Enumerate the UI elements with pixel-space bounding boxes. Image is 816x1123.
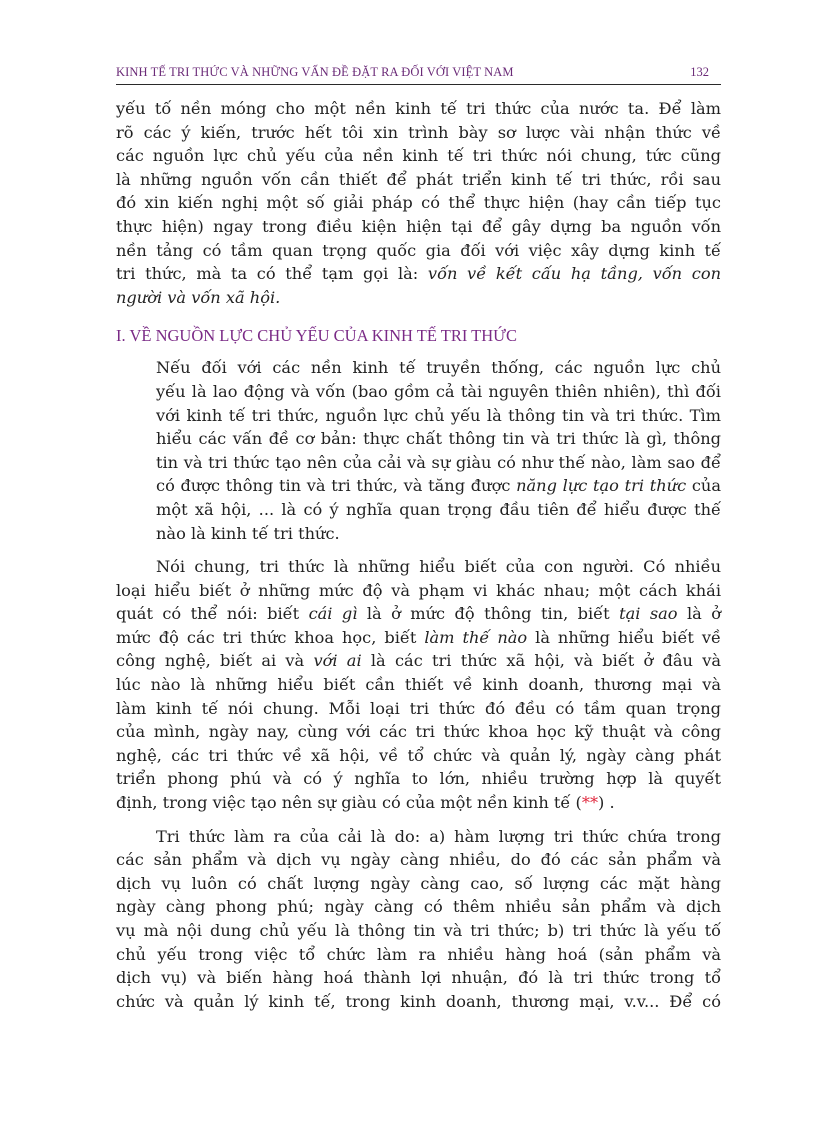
text-line: các sản phẩm và dịch vụ ngày càng nhiều, do đó các sản phẩm và [116, 850, 721, 870]
text-line [116, 626, 721, 650]
text-line: với kinh tế tri thức, nguồn lực chủ yếu là thông tin và tri thức. Tìm [156, 405, 721, 425]
text-line: chủ yếu trong việc tổ chức làm ra nhiều hàng hoá (sản phẩm và [116, 944, 721, 964]
emphasis-text: làm thế nào [424, 627, 528, 647]
text-run: là những hiểu biết về [527, 627, 721, 647]
text-run: là các tri thức xã hội, và biết ở đâu và [361, 651, 721, 671]
text-line: lúc nào là những hiểu biết cần thiết về kinh doanh, thương mại và [116, 675, 721, 695]
paragraph-resources [116, 356, 721, 545]
emphasis-text: người và vốn xã hội. [116, 287, 281, 307]
text-line: tin và tri thức tạo nên của cải và sự giàu có như thế nào, làm sao để [156, 452, 721, 472]
page-body [116, 97, 721, 1013]
emphasis-text: với ai [313, 651, 362, 671]
paragraph-knowledge [116, 555, 721, 815]
text-line [116, 602, 721, 626]
text-run: công nghệ, biết ai và [116, 651, 314, 671]
text-run: quát có thể nói: biết [116, 604, 309, 624]
paragraph-wealth [116, 825, 721, 1014]
text-line: một xã hội, ... là có ý nghĩa quan trọng đầu tiên để hiểu được thế [156, 499, 721, 519]
paragraph-intro [116, 97, 721, 309]
text-line [116, 474, 721, 498]
emphasis-text: vốn về kết cấu hạ tầng, vốn con [427, 264, 721, 284]
text-line [116, 791, 721, 815]
text-line: loại hiểu biết ở những mức độ và phạm vi khác nhau; một cách khái [116, 580, 721, 600]
emphasis-text: cái gì [308, 604, 358, 624]
text-line: là những nguồn vốn cần thiết để phát triển kinh tế tri thức, rồi sau [116, 169, 721, 189]
text-line: của mình, ngày nay, cùng với các tri thức khoa học kỹ thuật và công [116, 722, 721, 742]
text-run: mức độ các tri thức khoa học, biết [116, 627, 425, 647]
running-header [116, 62, 721, 85]
text-line [116, 286, 721, 310]
emphasis-text: năng lực tạo tri thức [516, 476, 687, 496]
text-line: các nguồn lực chủ yếu của nền kinh tế tri thức nói chung, tức cũng [116, 146, 721, 166]
text-run: là ở [677, 604, 721, 624]
text-line: ngày càng phong phú; ngày càng có thêm nhiều sản phẩm và dịch [116, 897, 721, 917]
text-line: thực hiện) ngay trong điều kiện hiện tại để gây dựng ba nguồn vốn [116, 216, 721, 236]
text-line: nền tảng có tầm quan trọng quốc gia đối với việc xây dựng kinh tế [116, 240, 721, 260]
section-heading: I. VỀ NGUỒN LỰC CHỦ YẾU CỦA KINH TẾ TRI THỨC [116, 326, 517, 346]
text-run: định, trong việc tạo nên sự giàu có của một nền kinh tế ( [116, 793, 582, 813]
text-run: của [686, 476, 722, 496]
text-line: yếu tố nền móng cho một nền kinh tế tri thức của nước ta. Để làm [116, 99, 721, 118]
text-run: tri thức, mà ta có thể tạm gọi là: [116, 264, 428, 284]
text-run: có được thông tin và tri thức, và tăng được [156, 476, 517, 496]
page-number: 132 [690, 65, 709, 79]
text-line [116, 649, 721, 673]
text-line [116, 262, 721, 286]
text-run: ) . [598, 793, 615, 813]
text-line: rõ các ý kiến, trước hết tôi xin trình bày sơ lược vài nhận thức về [116, 122, 721, 142]
text-run: là ở mức độ thông tin, biết [357, 604, 620, 624]
text-line: dịch vụ luôn có chất lượng ngày càng cao, số lượng các mặt hàng [116, 873, 721, 893]
text-line: yếu là lao động và vốn (bao gồm cả tài nguyên thiên nhiên), thì đối [156, 381, 721, 401]
text-line: Nếu đối với các nền kinh tế truyền thống, các nguồn lực chủ [156, 358, 721, 378]
footnote-reference[interactable]: ** [581, 793, 599, 813]
text-line: dịch vụ) và biến hàng hoá thành lợi nhuận, đó là tri thức trong tổ [116, 968, 721, 988]
text-line: chức và quản lý kinh tế, trong kinh doanh, thương mại, v.v... Để có [116, 991, 721, 1011]
text-line: hiểu các vấn đề cơ bản: thực chất thông tin và tri thức là gì, thông [156, 429, 721, 449]
text-line: nghệ, các tri thức về xã hội, về tổ chức và quản lý, ngày càng phát [116, 745, 721, 765]
text-line: Nói chung, tri thức là những hiểu biết của con người. Có nhiều [156, 557, 721, 577]
emphasis-text: tại sao [619, 604, 678, 624]
text-line: nào là kinh tế tri thức. [156, 523, 340, 543]
text-line: đó xin kiến nghị một số giải pháp có thể thực hiện (hay cần tiếp tục [116, 193, 721, 213]
text-line: triển phong phú và có ý nghĩa to lớn, nhiều trường hợp là quyết [116, 769, 721, 789]
text-line: vụ mà nội dung chủ yếu là thông tin và tri thức; b) tri thức là yếu tố [116, 921, 721, 940]
text-line: Tri thức làm ra của cải là do: a) hàm lượng tri thức chứa trong [156, 826, 721, 846]
header-title: KINH TẾ TRI THỨC VÀ NHỮNG VẤN ĐỀ ĐẶT RA ĐỐI VỚI VIỆT NAM [116, 65, 514, 79]
text-line: làm kinh tế nói chung. Mỗi loại tri thức đó đều có tầm quan trọng [116, 698, 721, 718]
